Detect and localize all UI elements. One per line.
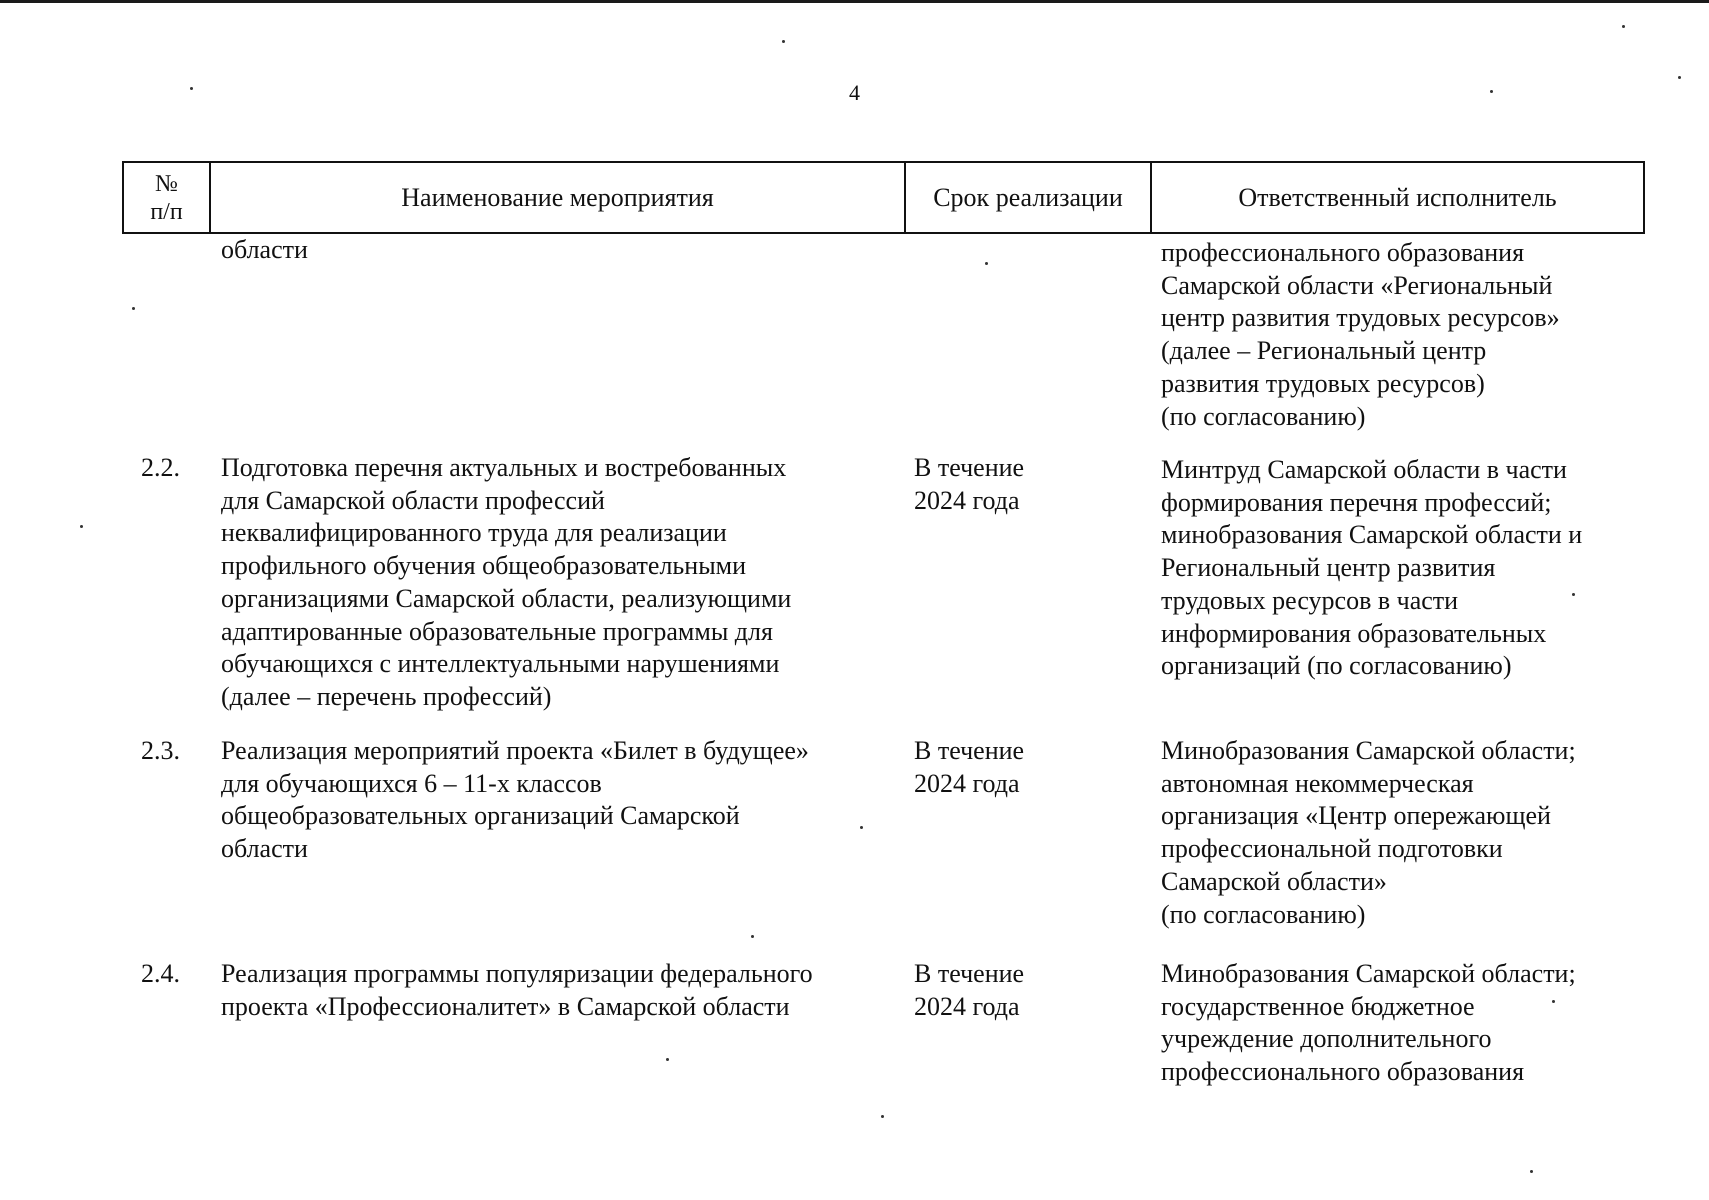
implementation-term: В течение 2024 года [914, 736, 1025, 798]
scan-speck [985, 262, 988, 265]
row-number: 2.4. [141, 959, 180, 988]
row-number: 2.3. [141, 736, 180, 765]
page-number: 4 [849, 80, 860, 105]
activity-name: Реализация программы популяризации федерального проекта «Профессионалитет» в Самарской области [221, 959, 813, 1021]
scan-speck [132, 307, 135, 310]
scan-speck [1530, 1170, 1533, 1173]
responsible-executor: Минтруд Самарской области в части формирования перечня профессий; минобразования Самарской области и Региональный центр развития трудовых ресурсов в части информирования образовательных организаций (по согласованию) [1161, 455, 1583, 681]
table-header [122, 161, 1645, 234]
scan-speck [1490, 90, 1493, 93]
scan-speck [1678, 76, 1681, 79]
row-number: 2.2. [141, 453, 180, 482]
scan-speck [1552, 1000, 1555, 1003]
activity-name: Подготовка перечня актуальных и востребованных для Самарской области профессий неквалифицированного труда для реализации профильного обучения общеобразовательными организациями Самарской области, реализующими адаптированные образовательные программы для обучающихся с интеллектуальными нарушениями (далее – перечень профессий) [221, 453, 792, 711]
scan-speck [860, 826, 863, 829]
scan-speck [80, 525, 83, 528]
responsible-executor: Минобразования Самарской области; государственное бюджетное учреждение дополнительного профессионального образования [1161, 959, 1576, 1087]
scan-speck [751, 935, 754, 938]
header-name: Наименование мероприятия [210, 162, 905, 233]
header-row [123, 162, 1644, 233]
scan-border-line [0, 0, 1709, 3]
scan-speck [666, 1058, 669, 1061]
responsible-executor: Минобразования Самарской области; автономная некоммерческая организация «Центр опережающей профессиональной подготовки Самарской области» (по согласованию) [1161, 736, 1576, 929]
implementation-term: В течение 2024 года [914, 453, 1025, 515]
scan-speck [190, 87, 193, 90]
scan-speck [881, 1115, 884, 1118]
implementation-term: В течение 2024 года [914, 959, 1025, 1021]
continuation-name: области [221, 235, 308, 264]
activity-name: Реализация мероприятий проекта «Билет в будущее» для обучающихся 6 – 11-х классов общеобразовательных организаций Самарской области [221, 736, 809, 864]
header-term: Срок реализации [905, 162, 1151, 233]
continuation-responsible: профессионального образования Самарской области «Региональный центр развития трудовых ресурсов» (далее – Региональный центр развития трудовых ресурсов) (по согласованию) [1161, 238, 1560, 431]
header-responsible: Ответственный исполнитель [1151, 162, 1644, 233]
header-num: № п/п [123, 162, 210, 233]
scan-speck [782, 40, 785, 43]
scan-speck [1622, 25, 1625, 28]
scan-speck [1572, 593, 1575, 596]
